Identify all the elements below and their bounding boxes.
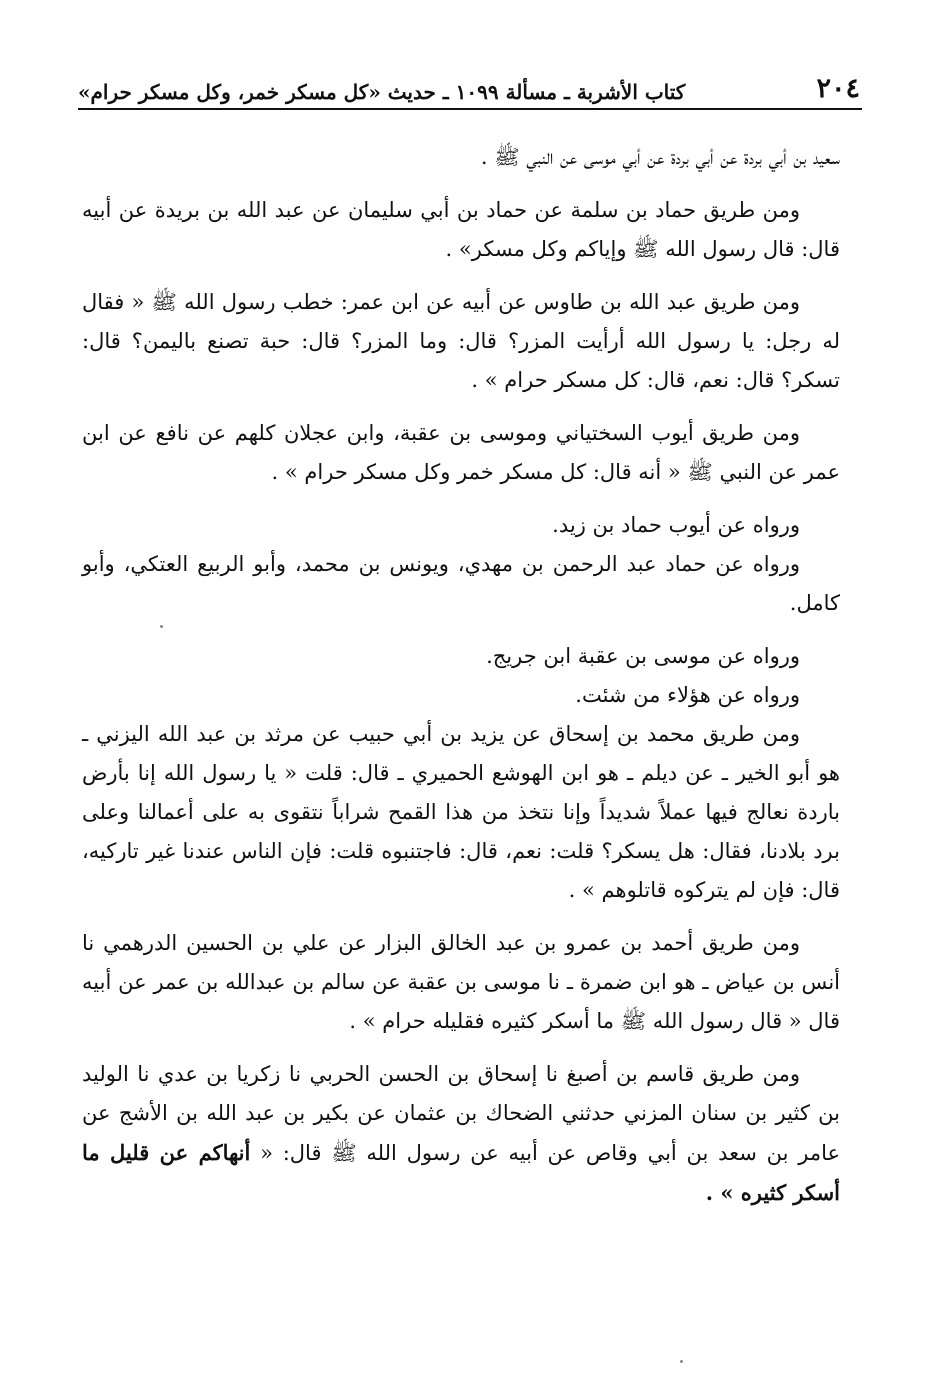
paragraph: ورواه عن موسى بن عقبة ابن جريج. <box>486 644 800 668</box>
bold-quote: أنهاكم عن قليل ما أسكر كثيره » . <box>82 1140 840 1205</box>
paragraph: ومن طريق محمد بن إسحاق عن يزيد بن أبي حبيب عن مرثد بن عبد الله اليزني ـ هو أبو الخير ـ عن ديلم ـ هو ابن الهوشع الحميري ـ قال: قلت « يا رسول الله إنا بأرض باردة نعالج فيها عملاً شديداً وإنا نتخذ من هذا القمح شراباً نتقوى به على أعمالنا وعلى برد بلادنا، فقال: هل يسكر؟ قلت: نعم، قال: فاجتنبوه قلت: فإن الناس عندنا غير تاركيه، قال: فإن لم يتركوه قاتلوهم » . <box>82 722 840 902</box>
running-title: كتاب الأشربة ـ مسألة ١٠٩٩ ـ حديث «كل مسكر خمر، وكل مسكر حرام» <box>78 80 686 104</box>
paragraph-text: ومن طريق قاسم بن أصبغ نا إسحاق بن الحسن الحربي نا زكريا بن عدي نا الوليد بن كثير بن سنان المزني حدثني الضحاك بن عثمان عن بكير بن عبد الله بن الأشج عن عامر بن سعد بن أبي وقاص عن أبيه عن رسول الله ﷺ قال: « <box>82 1062 841 1165</box>
paragraph: ورواه عن حماد عبد الرحمن بن مهدي، ويونس بن محمد، وأبو الربيع العتكي، وأبو كامل. <box>82 552 840 615</box>
header-rule <box>78 108 862 110</box>
paragraph: ورواه عن هؤلاء من شئت. <box>575 683 800 707</box>
scan-speck <box>160 625 163 628</box>
page-header <box>78 58 860 104</box>
scan-speck <box>680 1360 683 1363</box>
paragraph <box>82 1055 840 1213</box>
paragraph: ومن طريق عبد الله بن طاوس عن أبيه عن ابن عمر: خطب رسول الله ﷺ « فقال له رجل: يا رسول الله أرأيت المزر؟ قال: وما المزر؟ قال: حبة تصنع باليمن؟ قال: تسكر؟ قال: نعم، قال: كل مسكر حرام » . <box>82 290 840 392</box>
page-body <box>82 138 840 1213</box>
paragraph: سعيد بن أبي بردة عن أبي بردة عن أبي موسى عن النبي ﷺ . <box>480 145 840 169</box>
paragraph: ومن طريق حماد بن سلمة عن حماد بن أبي سليمان عن عبد الله بن بريدة عن أبيه قال: قال رسول الله ﷺ وإياكم وكل مسكر» . <box>82 198 840 261</box>
page-number: ٢٠٤ <box>816 73 860 104</box>
paragraph: ومن طريق أيوب السختياني وموسى بن عقبة، وابن عجلان كلهم عن نافع عن ابن عمر عن النبي ﷺ « أنه قال: كل مسكر خمر وكل مسكر حرام » . <box>82 421 840 484</box>
paragraph: ومن طريق أحمد بن عمرو بن عبد الخالق البزار عن علي بن الحسين الدرهمي نا أنس بن عياض ـ هو ابن ضمرة ـ نا موسى بن عقبة عن سالم بن عبدالله بن عمر عن أبيه قال « قال رسول الله ﷺ ما أسكر كثيره فقليله حرام » . <box>82 931 840 1033</box>
paragraph: ورواه عن أيوب حماد بن زيد. <box>552 513 800 537</box>
